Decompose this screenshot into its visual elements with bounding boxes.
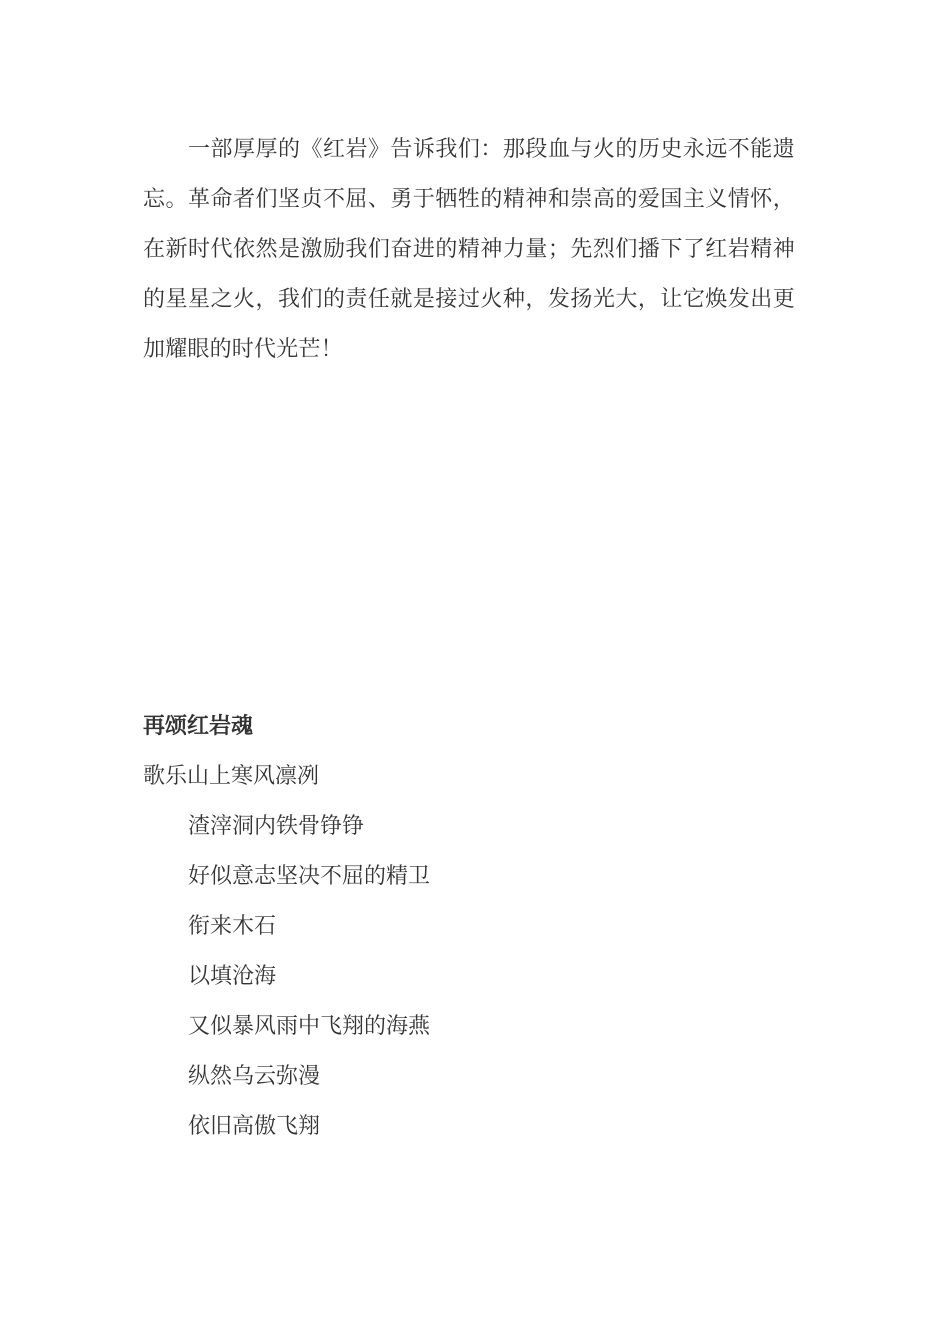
poem-title: 再颂红岩魂 <box>143 714 254 739</box>
poem-line: 衔来木石 <box>188 914 277 939</box>
poem-line: 纵然乌云弥漫 <box>188 1064 321 1089</box>
poem-line: 渣滓洞内铁骨铮铮 <box>188 814 365 839</box>
poem-section <box>143 702 795 1152</box>
essay-paragraph: 一部厚厚的《红岩》告诉我们：那段血与火的历史永远不能遗忘。革命者们坚贞不屈、勇于牺牲的精神和崇高的爱国主义情怀，在新时代依然是激励我们奋进的精神力量；先烈们播下了红岩精神的星星之火，我们的责任就是接过火种，发扬光大，让它焕发出更加耀眼的时代光芒！ <box>143 137 795 362</box>
poem-line: 以填沧海 <box>188 964 277 989</box>
poem-line: 依旧高傲飞翔 <box>188 1114 321 1139</box>
poem-line: 好似意志坚决不屈的精卫 <box>188 864 431 889</box>
poem-line: 又似暴风雨中飞翔的海燕 <box>188 1014 431 1039</box>
poem-line: 歌乐山上寒风凛冽 <box>143 764 320 789</box>
